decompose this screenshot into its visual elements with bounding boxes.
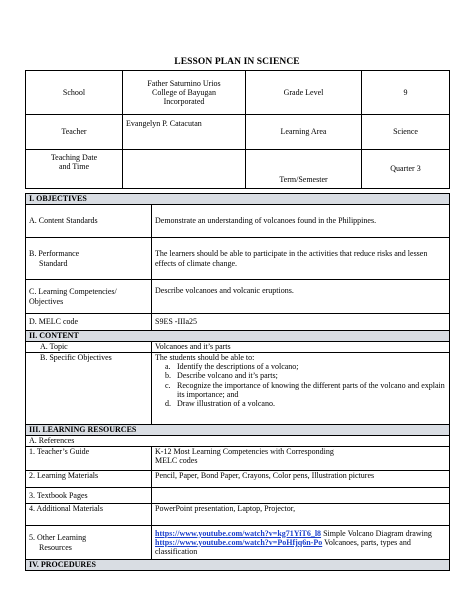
objectives-heading: I. OBJECTIVES xyxy=(26,194,450,205)
info-row-date xyxy=(26,150,450,189)
teachers-guide-line-2: MELC codes xyxy=(155,456,198,466)
date-value xyxy=(123,150,246,189)
row-specific-objectives xyxy=(26,353,450,425)
content-heading: II. CONTENT xyxy=(26,331,450,342)
youtube-link-2[interactable]: https://www.youtube.com/watch?v=PoHfjq6n-Po xyxy=(155,537,323,547)
content-standards-value: Demonstrate an understanding of volcanoes found in the Philippines. xyxy=(152,205,450,238)
specific-objectives-label: B. Specific Objectives xyxy=(26,353,152,425)
row-learning-materials xyxy=(26,471,450,488)
list-marker: c. xyxy=(165,380,171,390)
list-marker: d. xyxy=(165,398,171,408)
other-resources-line-2: Resources xyxy=(39,542,72,552)
list-item xyxy=(165,371,446,381)
row-additional-materials xyxy=(26,504,450,526)
term-label: Term/Semester xyxy=(246,150,362,189)
teachers-guide-label: 1. Teacher’s Guide xyxy=(26,447,152,471)
row-textbook-pages xyxy=(26,488,450,504)
row-performance-standard xyxy=(26,238,450,280)
list-text: Identify the descriptions of a volcano; xyxy=(177,362,299,372)
list-text: Describe volcano and it’s parts; xyxy=(177,371,278,381)
school-line-3: Incorporated xyxy=(163,97,205,107)
list-text: Draw illustration of a volcano. xyxy=(177,398,275,408)
specific-intro: The students should be able to: xyxy=(155,353,255,362)
youtube-link-2-desc: Volcanoes, parts, types and classification xyxy=(155,537,411,557)
list-item xyxy=(165,362,446,372)
teacher-label: Teacher xyxy=(26,115,123,150)
specific-objectives-value xyxy=(152,353,450,425)
teachers-guide-line-1: K-12 Most Learning Competencies with Corresponding xyxy=(155,447,334,456)
date-label xyxy=(26,150,123,189)
area-value: Science xyxy=(362,115,450,150)
melc-label: D. MELC code xyxy=(26,314,152,331)
competencies-label-line-2: Objectives xyxy=(29,296,64,306)
list-marker: b. xyxy=(165,371,171,381)
list-marker: a. xyxy=(165,362,171,372)
area-label: Learning Area xyxy=(246,115,362,150)
row-teachers-guide xyxy=(26,447,450,471)
row-references xyxy=(26,436,450,447)
learning-materials-label: 2. Learning Materials xyxy=(26,471,152,488)
row-other-resources xyxy=(26,526,450,560)
additional-materials-value: PowerPoint presentation, Laptop, Projector, xyxy=(152,504,450,526)
competencies-label xyxy=(26,280,152,314)
list-item xyxy=(165,398,446,408)
performance-label-line-2: Standard xyxy=(39,258,68,268)
content-standards-label: A. Content Standards xyxy=(26,205,152,238)
section-objectives xyxy=(26,194,450,205)
date-label-line-2: and Time xyxy=(58,162,89,172)
lesson-plan-table xyxy=(25,193,450,571)
page-title: LESSON PLAN IN SCIENCE xyxy=(174,57,300,67)
other-resources-label xyxy=(26,526,152,560)
info-row-teacher xyxy=(26,115,450,150)
other-resources-value xyxy=(152,526,450,560)
additional-materials-label: 4. Additional Materials xyxy=(26,504,152,526)
competencies-value: Describe volcanoes and volcanic eruptions. xyxy=(152,280,450,314)
performance-label-line-1: B. Performance xyxy=(29,249,80,259)
competencies-label-line-1: C. Learning Competencies/ xyxy=(29,287,117,297)
section-content xyxy=(26,331,450,342)
list-text: Recognize the importance of knowing the different parts of the volcano and explain its importance; and xyxy=(177,380,445,399)
info-row-school xyxy=(26,71,450,115)
specific-list xyxy=(155,362,446,408)
resources-heading: III. LEARNING RESOURCES xyxy=(26,425,450,436)
grade-value: 9 xyxy=(362,71,450,115)
textbook-pages-value xyxy=(152,488,450,504)
topic-label: A. Topic xyxy=(26,342,152,353)
date-label-line-1: Teaching Date xyxy=(50,153,98,162)
section-resources xyxy=(26,425,450,436)
school-label: School xyxy=(26,71,123,115)
performance-label xyxy=(26,238,152,280)
grade-label: Grade Level xyxy=(246,71,362,115)
performance-value: The learners should be able to participate in the activities that reduce risks and lessen effects of climate change. xyxy=(152,238,450,280)
teachers-guide-value xyxy=(152,447,450,471)
textbook-pages-label: 3. Textbook Pages xyxy=(26,488,152,504)
teacher-value: Evangelyn P. Catacutan xyxy=(123,115,246,150)
references-label: A. References xyxy=(26,436,450,447)
school-line-1: Father Saturnino Urios xyxy=(147,78,221,88)
row-competencies xyxy=(26,280,450,314)
youtube-link-1-desc: Simple Volcano Diagram drawing xyxy=(321,528,432,538)
procedures-heading: IV. PROCEDURES xyxy=(26,560,450,571)
melc-value: S9ES -IIIa25 xyxy=(152,314,450,331)
youtube-link-1[interactable]: https://www.youtube.com/watch?v=kg71YiT6_l8 xyxy=(155,528,322,538)
info-table xyxy=(25,70,450,189)
topic-value: Volcanoes and it’s parts xyxy=(152,342,450,353)
row-melc xyxy=(26,314,450,331)
other-resources-line-1: 5. Other Learning xyxy=(29,533,87,543)
row-content-standards xyxy=(26,205,450,238)
section-procedures xyxy=(26,560,450,571)
list-item xyxy=(165,380,446,399)
learning-materials-value: Pencil, Paper, Bond Paper, Crayons, Color pens, Illustration pictures xyxy=(152,471,450,488)
school-line-2: College of Bayugan xyxy=(152,87,216,97)
school-value xyxy=(123,71,246,115)
row-topic xyxy=(26,342,450,353)
term-value: Quarter 3 xyxy=(362,150,450,189)
